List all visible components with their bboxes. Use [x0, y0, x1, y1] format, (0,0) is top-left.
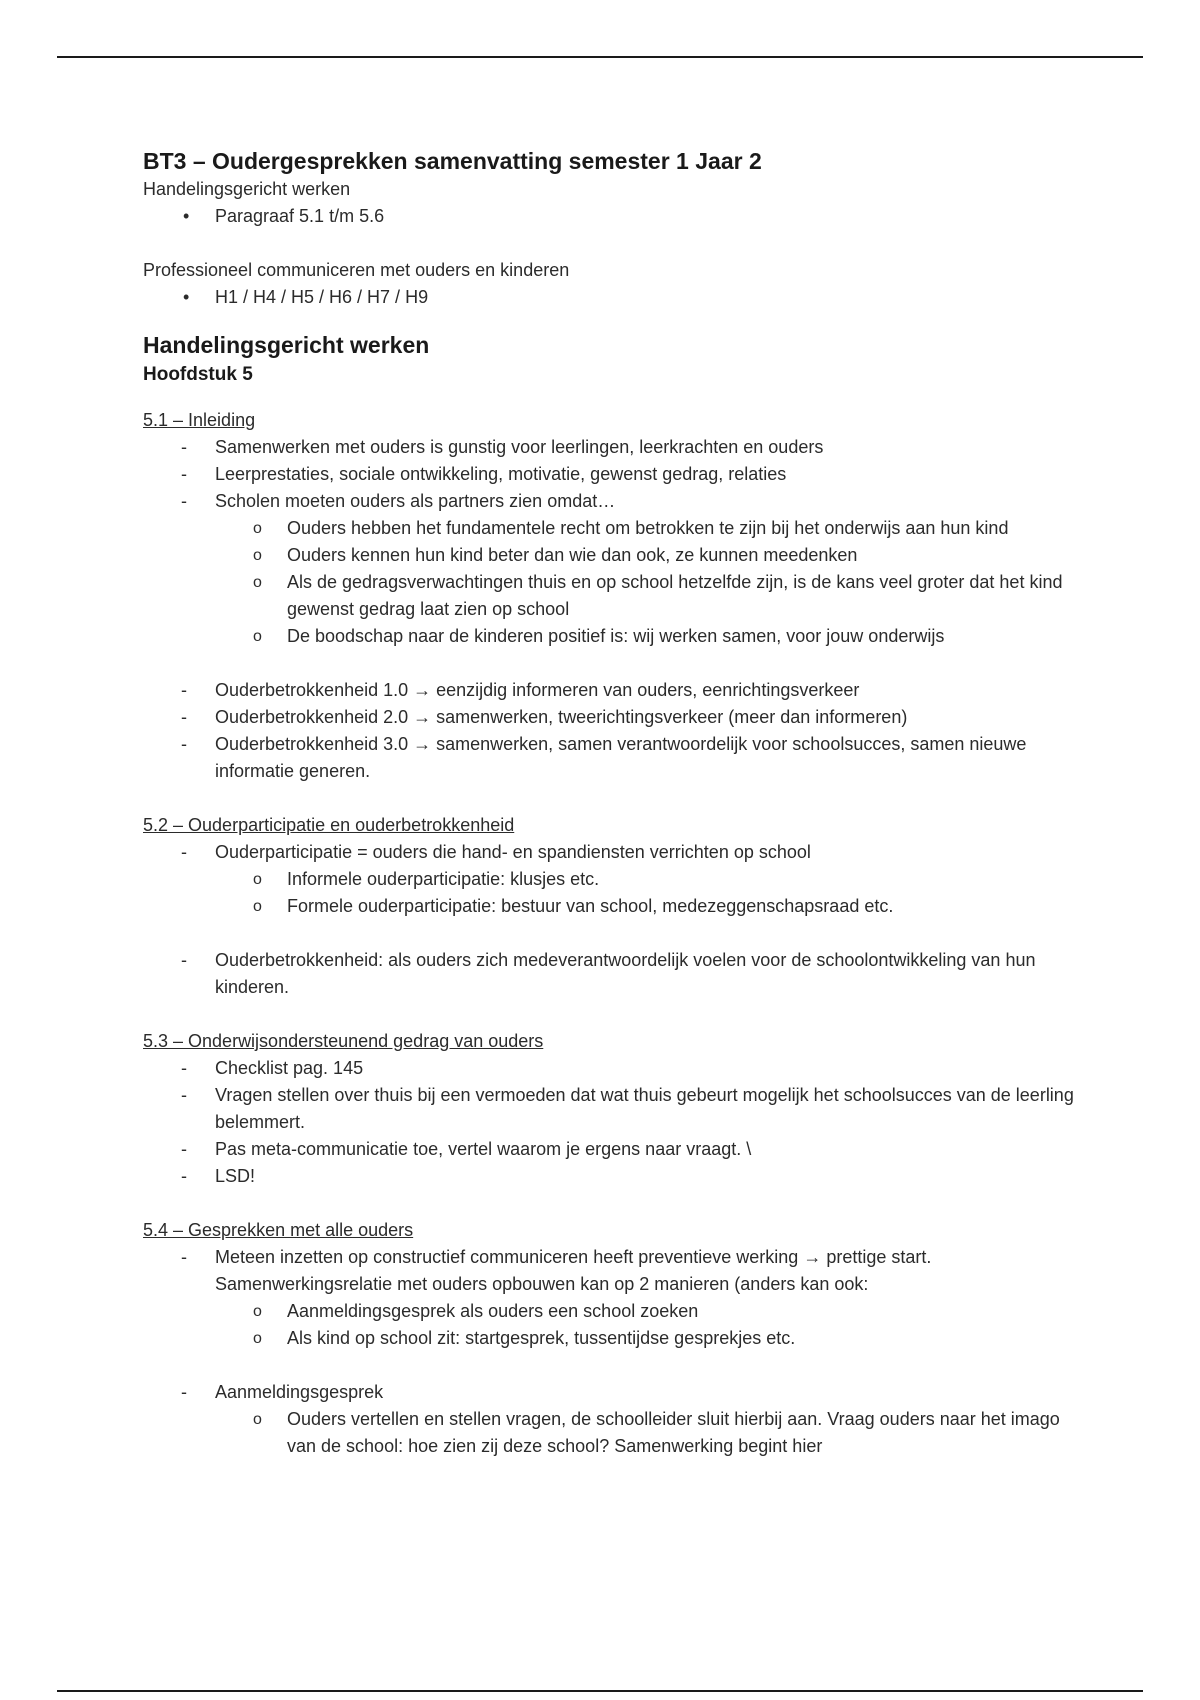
list-item — [143, 1379, 1083, 1460]
list-item-text: Ouderparticipatie = ouders die hand- en spandiensten verrichten op school — [215, 842, 811, 862]
sub-list-item: o Als de gedragsverwachtingen thuis en op school hetzelfde zijn, is de kans veel groter dat het kind gewenst gedrag laat zien op school — [143, 569, 1083, 623]
list-item — [143, 1244, 1083, 1352]
sub-list-item: o Ouders hebben het fundamentele recht om betrokken te zijn bij het onderwijs aan hun kind — [143, 515, 1083, 542]
sub-list-item: o Ouders vertellen en stellen vragen, de schoolleider sluit hierbij aan. Vraag ouders naar het imago van de school: hoe zien zij deze school? Samenwerking begint hier — [143, 1406, 1083, 1460]
list-item-text: Scholen moeten ouders als partners zien omdat… — [215, 491, 616, 511]
section-heading: Handelingsgericht werken — [143, 332, 430, 358]
sub-list — [215, 866, 1083, 920]
list-item: - Ouderbetrokkenheid: als ouders zich medeverantwoordelijk voelen voor de schoolontwikkeling van hun kinderen. — [143, 947, 1083, 1001]
document-title: BT3 – Oudergesprekken samenvatting semester 1 Jaar 2 — [143, 148, 762, 174]
sub-list-item: o Als kind op school zit: startgesprek, tussentijdse gesprekjes etc. — [143, 1325, 1083, 1352]
list-item: - Vragen stellen over thuis bij een vermoeden dat wat thuis gebeurt mogelijk het schoolsucces van de leerling belemmert. — [143, 1082, 1083, 1136]
sub-list-item: o Ouders kennen hun kind beter dan wie dan ook, ze kunnen meedenken — [143, 542, 1083, 569]
paragraph-heading-5-2: 5.2 – Ouderparticipatie en ouderbetrokkenheid — [143, 815, 515, 835]
dash-list — [143, 677, 1083, 785]
list-item: - LSD! — [143, 1163, 1083, 1190]
sub-list-item: o Informele ouderparticipatie: klusjes etc. — [143, 866, 1083, 893]
dash-list — [143, 1055, 1083, 1190]
list-item — [143, 839, 1083, 920]
list-item — [143, 488, 1083, 650]
paragraph-heading-5-1: 5.1 – Inleiding — [143, 410, 256, 430]
book-list — [143, 203, 1083, 230]
dash-list — [143, 1244, 1083, 1352]
document-body — [143, 146, 1083, 1460]
sub-list-item: o De boodschap naar de kinderen positief is: wij werken samen, voor jouw onderwijs — [143, 623, 1083, 650]
list-item-text: Aanmeldingsgesprek — [215, 1382, 384, 1402]
paragraph-heading-5-3: 5.3 – Onderwijsondersteunend gedrag van ouders — [143, 1031, 544, 1051]
sub-list-item: o Aanmeldingsgesprek als ouders een school zoeken — [143, 1298, 1083, 1325]
dash-list — [143, 1379, 1083, 1460]
book-list — [143, 284, 1083, 311]
dash-list — [143, 839, 1083, 920]
list-item: - Checklist pag. 145 — [143, 1055, 1083, 1082]
sub-list-item: o Formele ouderparticipatie: bestuur van school, medezeggenschapsraad etc. — [143, 893, 1083, 920]
book-title: Professioneel communiceren met ouders en kinderen — [143, 260, 570, 280]
list-item: - Ouderbetrokkenheid 1.0 → eenzijdig informeren van ouders, eenrichtingsverkeer — [143, 677, 1083, 704]
list-item: - Ouderbetrokkenheid 2.0 → samenwerken, tweerichtingsverkeer (meer dan informeren) — [143, 704, 1083, 731]
sub-list — [215, 515, 1083, 650]
list-item: • Paragraaf 5.1 t/m 5.6 — [143, 203, 1083, 230]
dash-list — [143, 434, 1083, 650]
list-item: - Samenwerken met ouders is gunstig voor leerlingen, leerkrachten en ouders — [143, 434, 1083, 461]
list-item-text: Meteen inzetten op constructief communiceren heeft preventieve werking → prettige start. Samenwerkingsrelatie met ouders opbouwen kan op 2 manieren (anders kan ook: — [215, 1247, 932, 1294]
chapter-heading: Hoofdstuk 5 — [143, 364, 253, 385]
book-title: Handelingsgericht werken — [143, 179, 351, 199]
list-item: - Leerprestaties, sociale ontwikkeling, motivatie, gewenst gedrag, relaties — [143, 461, 1083, 488]
list-item: - Pas meta-communicatie toe, vertel waarom je ergens naar vraagt. \ — [143, 1136, 1083, 1163]
sub-list — [215, 1298, 1083, 1352]
list-item: • H1 / H4 / H5 / H6 / H7 / H9 — [143, 284, 1083, 311]
list-item: - Ouderbetrokkenheid 3.0 → samenwerken, samen verantwoordelijk voor schoolsucces, samen nieuwe informatie generen. — [143, 731, 1083, 785]
dash-list — [143, 947, 1083, 1001]
sub-list — [215, 1406, 1083, 1460]
footer-rule — [57, 1690, 1143, 1692]
header-rule — [57, 56, 1143, 58]
paragraph-heading-5-4: 5.4 – Gesprekken met alle ouders — [143, 1220, 414, 1240]
